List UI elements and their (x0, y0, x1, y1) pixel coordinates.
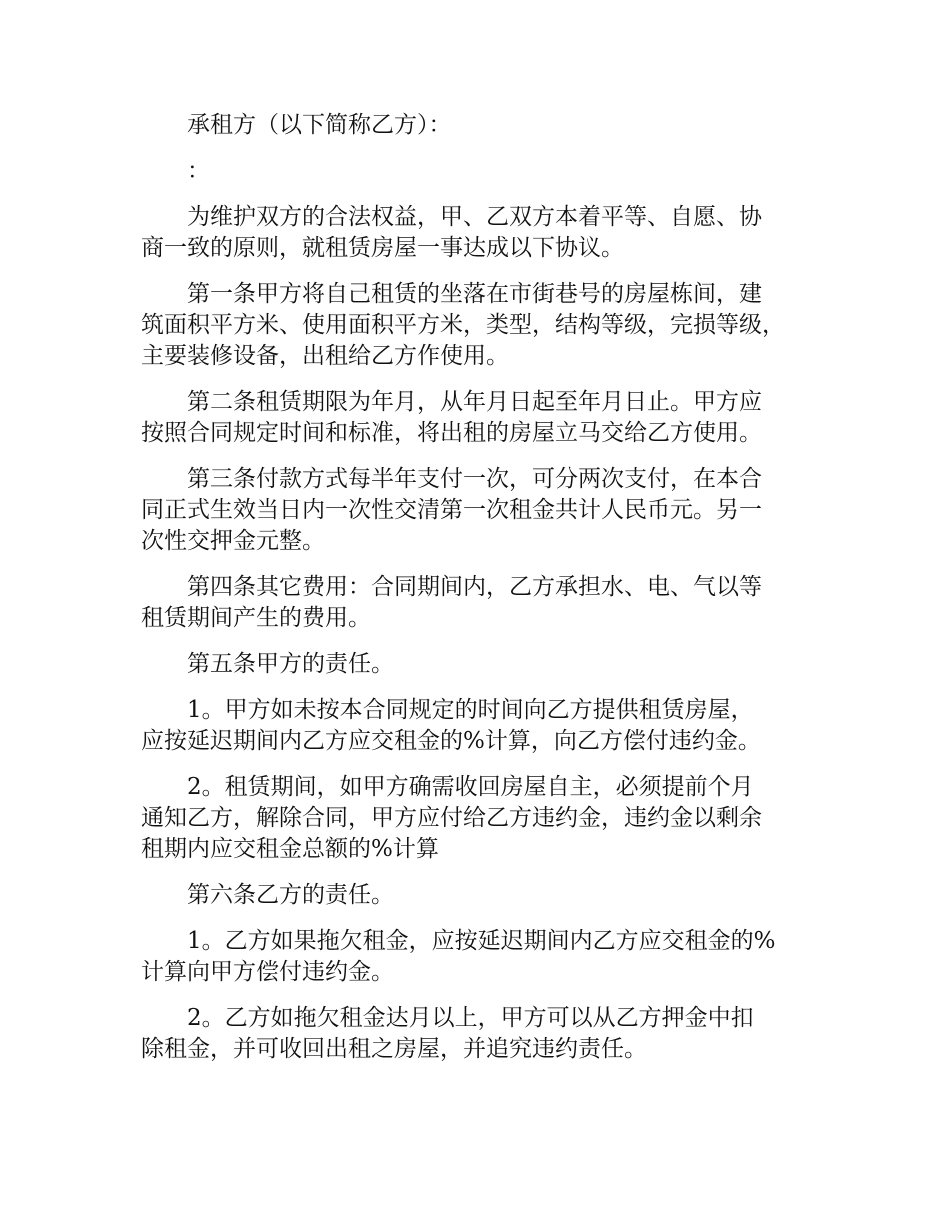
paragraph-article-2 (141, 387, 811, 449)
paragraph-colon (141, 156, 811, 187)
paragraph-article-4 (141, 572, 811, 634)
text-line: 商一致的原则，就租赁房屋一事达成以下协议。 (141, 235, 624, 261)
paragraph-article-6-item-1 (141, 926, 811, 988)
paragraph-article-6-item-2 (141, 1003, 811, 1065)
text-line: 同正式生效当日内一次性交清第一次租金共计人民币元。另一 (141, 497, 762, 523)
text-line: 2。租赁期间，如甲方确需收回房屋自主，必须提前个月 (187, 774, 754, 800)
text-line: 1。甲方如未按本合同规定的时间向乙方提供租赁房屋， (187, 697, 754, 723)
paragraph-article-5-item-1 (141, 695, 811, 757)
paragraph-preamble (141, 202, 811, 264)
text-line: 第一条甲方将自己租赁的坐落在市街巷号的房屋栋间，建 (187, 281, 762, 307)
text-line: 次性交押金元整。 (141, 528, 325, 554)
text-line: 租赁期间产生的费用。 (141, 605, 371, 631)
text-line: ： (187, 158, 210, 184)
text-line: 2。乙方如拖欠租金达月以上，甲方可以从乙方押金中扣 (187, 1005, 754, 1031)
text-line: 为维护双方的合法权益，甲、乙双方本着平等、自愿、协 (187, 204, 762, 230)
text-line: 除租金，并可收回出租之房屋，并追究违约责任。 (141, 1036, 647, 1062)
text-line: 筑面积平方米、使用面积平方米，类型，结构等级，完损等级， (141, 312, 785, 338)
text-line: 1。乙方如果拖欠租金，应按延迟期间内乙方应交租金的% (187, 928, 776, 954)
text-line: 第六条乙方的责任。 (187, 882, 394, 908)
text-line: 主要装修设备，出租给乙方作使用。 (141, 343, 509, 369)
text-line: 按照合同规定时间和标准，将出租的房屋立马交给乙方使用。 (141, 420, 762, 446)
paragraph-article-1 (141, 279, 811, 372)
text-line: 承租方（以下简称乙方）： (187, 112, 452, 138)
paragraph-article-5-item-2 (141, 772, 811, 865)
text-line: 第三条付款方式每半年支付一次，可分两次支付，在本合 (187, 466, 762, 492)
text-line: 第四条其它费用：合同期间内，乙方承担水、电、气以等 (187, 574, 762, 600)
paragraph-article-3 (141, 464, 811, 557)
paragraph-lessee (141, 110, 811, 141)
text-line: 应按延迟期间内乙方应交租金的%计算，向乙方偿付违约金。 (141, 728, 761, 754)
text-line: 第二条租赁期限为年月，从年月日起至年月日止。甲方应 (187, 389, 762, 415)
text-line: 租期内应交租金总额的%计算 (141, 836, 439, 862)
text-line: 第五条甲方的责任。 (187, 651, 394, 677)
text-line: 计算向甲方偿付违约金。 (141, 959, 394, 985)
paragraph-article-5-heading (141, 649, 811, 680)
paragraph-article-6-heading (141, 880, 811, 911)
document-body (141, 110, 811, 1080)
text-line: 通知乙方，解除合同，甲方应付给乙方违约金，违约金以剩余 (141, 805, 762, 831)
